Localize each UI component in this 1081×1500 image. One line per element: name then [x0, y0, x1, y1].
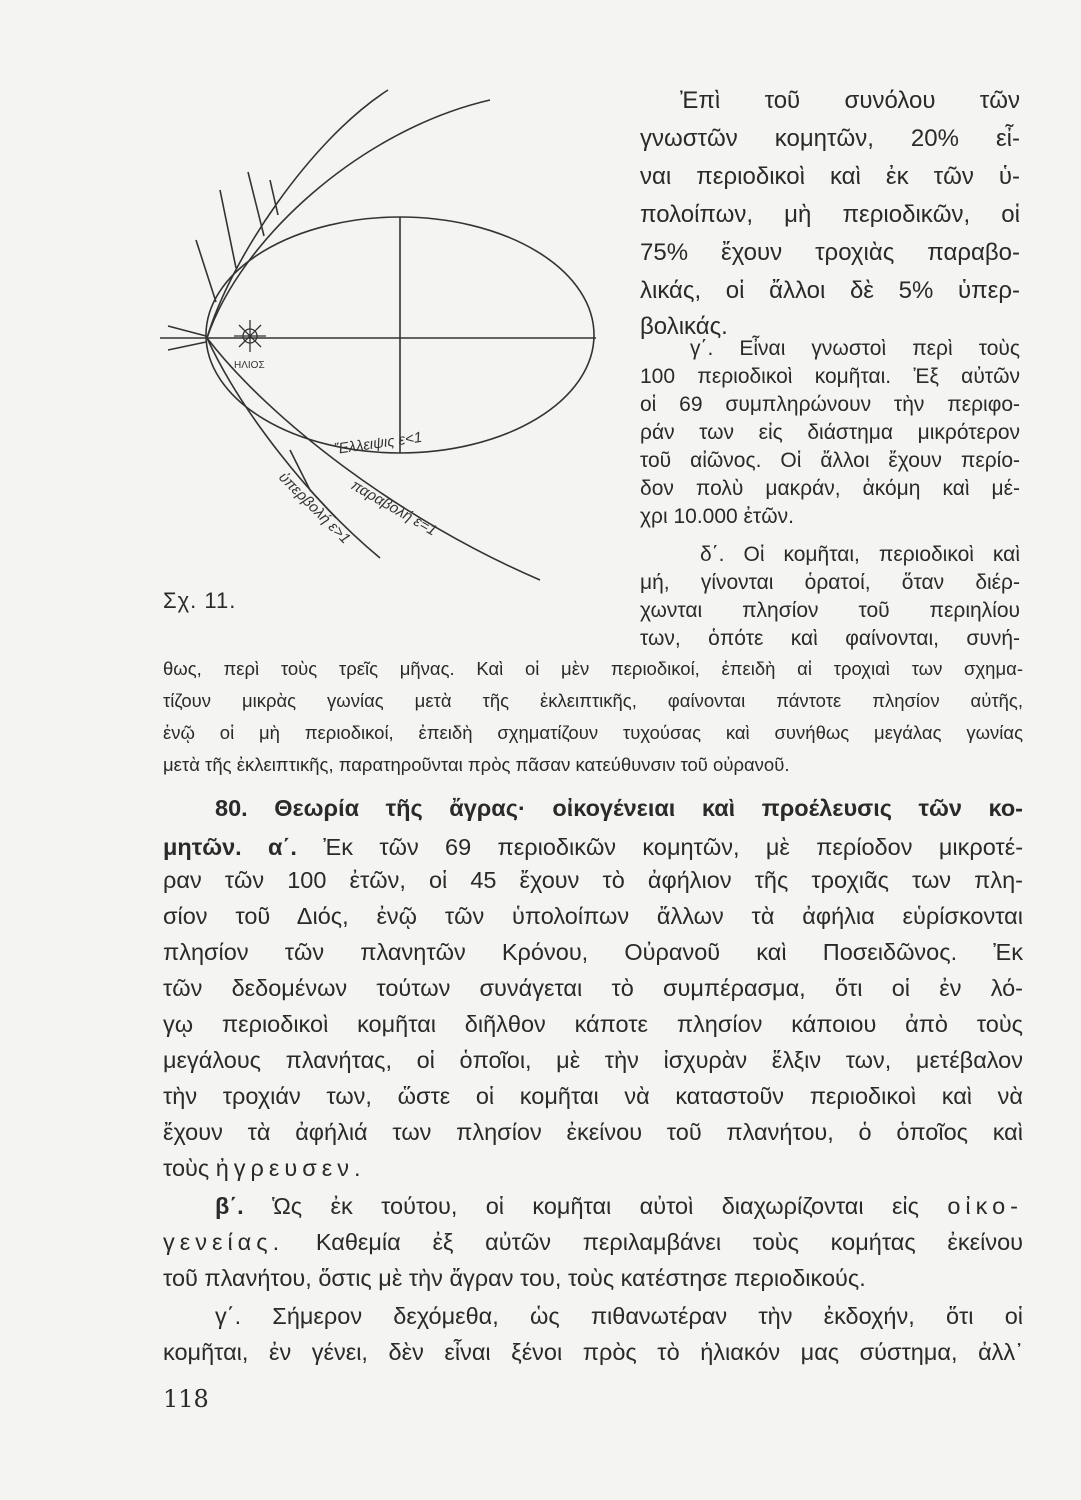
delta-line: των, ὁπότε καὶ φαίνονται, συνή- — [640, 627, 1020, 650]
gamma-line: γ΄. Εἶναι γνωστοὶ περὶ τοὺς — [690, 337, 1020, 360]
ellipse-label: Ἔλλειψις ε<1 — [333, 428, 424, 458]
right-line: ναι περιοδικοὶ καὶ ἐκ τῶν ὑ- — [640, 163, 1020, 190]
section-title: Θεωρία τῆς ἄγρας· οἰκογένειαι καὶ προέλευσις τῶν κο- — [274, 795, 1024, 821]
body-line: τῶν δεδομένων τούτων συνάγεται τὸ συμπέρασμα, ὅτι οἱ ἐν λό- — [163, 975, 1023, 1001]
hyperbola-upper-branch — [207, 90, 388, 338]
section-text: Ἐκ τῶν 69 περιοδικῶν κομητῶν, μὲ περίοδον μικροτέ- — [323, 834, 1024, 860]
gamma-line: χρι 10.000 ἐτῶν. — [640, 505, 794, 528]
page-number: 118 — [163, 1385, 209, 1413]
sun-icon — [234, 320, 266, 352]
orbit-diagram — [160, 80, 640, 600]
right-line: 75% ἔχουν τροχιὰς παραβο- — [640, 239, 1020, 266]
beta-spaced: οἰκο- — [947, 1193, 1024, 1219]
body-line: πλησίον τῶν πλανητῶν Κρόνου, Οὐρανοῦ καὶ Ποσειδῶνος. Ἐκ — [163, 939, 1023, 965]
body-line: γῳ περιοδικοὶ κομῆται διῆλθον κάποτε πλησίον κάποιου ἀπὸ τοὺς — [163, 1011, 1023, 1037]
right-line: λικάς, οἱ ἄλλοι δὲ 5% ὑπερ- — [640, 277, 1020, 304]
parabola-lower-branch — [207, 338, 540, 580]
body-line: ραν τῶν 100 ἐτῶν, οἱ 45 ἔχουν τὸ ἀφήλιον τῆς τροχιᾶς των πλη- — [163, 867, 1023, 893]
delta-line: δ΄. Οἱ κομῆται, περιοδικοὶ καὶ — [700, 543, 1020, 566]
spaced-word: ἠγρευσεν. — [215, 1155, 366, 1181]
gamma-line: τοῦ αἰῶνος. Οἱ ἄλλοι ἔχουν περίο- — [640, 449, 1020, 472]
parabola-label: παραβολή ε=1 — [348, 476, 440, 540]
beta-text: Ὡς ἐκ τούτου, οἱ κομῆται αὐτοὶ διαχωρίζονται εἰς — [272, 1193, 919, 1219]
body-last-word: τοὺς — [163, 1155, 210, 1181]
gamma-line: ράν των εἰς διάστημα μικρότερον — [640, 421, 1020, 444]
section-number: 80. — [215, 795, 248, 821]
body-line: ἔχουν τὰ ἀφήλιά των πλησίον ἐκείνου τοῦ πλανήτου, ὁ ὁποῖος καὶ — [163, 1119, 1023, 1145]
sun-label: ΗΛΙΟΣ — [234, 360, 265, 371]
body-line-last — [163, 1148, 1023, 1188]
body-line: μεγάλους πλανήτας, οἱ ὁποῖοι, μὲ τὴν ἰσχυρὰν ἕλξιν των, μετέβαλον — [163, 1047, 1023, 1073]
gamma-line: οἱ 69 συμπληρώνουν τὴν περιφο- — [640, 393, 1020, 416]
delta-line: μή, γίνονται ὁρατοί, ὅταν διέρ- — [640, 571, 1020, 594]
beta-text: Καθεμία ἐξ αὐτῶν περιλαμβάνει τοὺς κομήτας ἐκείνου — [315, 1229, 1023, 1255]
delta-line: χωνται πλησίον τοῦ περιηλίου — [640, 599, 1020, 622]
beta-line — [163, 1222, 1023, 1262]
beta-label: β΄. — [215, 1193, 244, 1219]
gamma-line: 100 περιοδικοὶ κομῆται. Ἐξ αὐτῶν — [640, 365, 1020, 388]
right-line: βολικάς. — [640, 313, 728, 340]
gamma2-line: γ΄. Σήμερον δεχόμεθα, ὡς πιθανωτέραν τὴν ἐκδοχήν, ὅτι οἱ — [215, 1303, 1023, 1329]
hyperbola-label: ὑπερβολή ε>1 — [275, 468, 354, 548]
body-small-line: θως, περὶ τοὺς τρεῖς μῆνας. Καὶ οἱ μὲν περιοδικοί, ἐπειδὴ αἱ τροχιαὶ των σχημα- — [163, 658, 1023, 679]
body-line: τὴν τροχιάν των, ὥστε οἱ κομῆται νὰ καταστοῦν περιοδικοὶ καὶ νὰ — [163, 1083, 1023, 1109]
section-heading — [215, 788, 1023, 828]
gamma2-line: κομῆται, ἐν γένει, δὲν εἶναι ξένοι πρὸς τὸ ἡλιακόν μας σύστημα, ἀλλ᾽ — [163, 1339, 1023, 1365]
right-line: γνωστῶν κομητῶν, 20% εἶ- — [640, 125, 1020, 152]
beta-line: τοῦ πλανήτου, ὅστις μὲ τὴν ἄγραν του, τοὺς κατέστησε περιοδικούς. — [163, 1265, 866, 1291]
beta-spaced: γενείας. — [163, 1229, 285, 1255]
gamma-line: δον πολὺ μακράν, ἀκόμη καὶ μέ- — [640, 477, 1020, 500]
right-line: Ἐπὶ τοῦ συνόλου τῶν — [680, 87, 1020, 114]
body-small-line: ἐνῷ οἱ μὴ περιοδικοί, ἐπειδὴ σχηματίζουν τυχούσας καὶ συνήθως μεγάλας γωνίας — [163, 722, 1023, 743]
body-small-line: μετὰ τῆς ἐκλειπτικῆς, παρατηροῦνται πρὸς πᾶσαν κατεύθυνσιν τοῦ οὐρανοῦ. — [163, 754, 790, 775]
figure-caption: Σχ. 11. — [163, 588, 237, 613]
body-line: σίον τοῦ Διός, ἐνῷ τῶν ὑπολοίπων ἄλλων τὰ ἀφήλια εὑρίσκονται — [163, 903, 1023, 929]
beta-line — [215, 1186, 1023, 1226]
alpha-label: α΄. — [268, 834, 297, 860]
right-line: πολοίπων, μὴ περιοδικῶν, οἱ — [640, 201, 1020, 228]
section-title-cont: μητῶν. — [163, 834, 242, 860]
parabola-upper-branch — [207, 100, 490, 338]
body-small-line: τίζουν μικρὰς γωνίας μετὰ τῆς ἐκλειπτικῆς, φαίνονται πάντοτε πλησίον αὐτῆς, — [163, 690, 1023, 711]
